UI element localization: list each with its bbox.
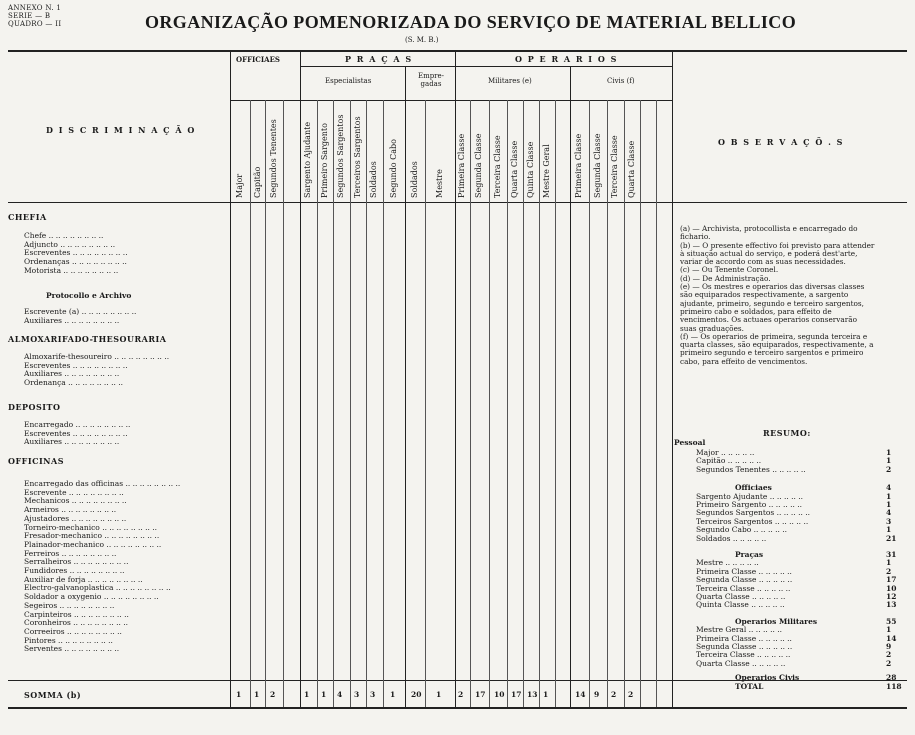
table-row-label: Mechanicos .. .. .. .. .. .. .. .. — [24, 497, 127, 506]
resumo-label: Segundos Tenentes .. .. .. .. .. — [696, 464, 806, 474]
somma-value: 9 — [594, 690, 600, 699]
resumo-label: Quarta Classe .. .. .. .. .. — [696, 592, 786, 601]
table-row-label: Escrevente .. .. .. .. .. .. .. .. — [24, 488, 124, 497]
resumo-label: Praças — [735, 550, 764, 559]
somma-value: 14 — [575, 690, 586, 699]
table-row-label: Plainador-mechanico .. .. .. .. .. .. .. .. — [24, 540, 162, 549]
somma-value: 1 — [543, 690, 549, 699]
subcolumn-header: Capitão — [253, 166, 262, 198]
subcolumn-header: Soldados — [410, 161, 419, 198]
resumo-value: 12 — [886, 592, 897, 601]
subcolumn-divider — [507, 100, 508, 707]
table-row-label: Escreventes .. .. .. .. .. .. .. .. — [24, 361, 128, 370]
subcolumn-divider — [383, 100, 384, 707]
divider-especialistas — [405, 66, 406, 707]
subcolumn-header: Segundo Cabo — [389, 139, 398, 198]
resumo-value: 31 — [886, 550, 897, 559]
subcolumn-header: Primeira Classe — [574, 133, 583, 198]
table-row-label: Chefe .. .. .. .. .. .. .. .. — [24, 232, 104, 240]
subcolumn-header: Segunda Classe — [593, 133, 602, 198]
table-row-label: Serralheiros .. .. .. .. .. .. .. .. — [24, 558, 129, 567]
subcolumn-header: Sargento Ajudante — [303, 121, 312, 198]
table-row-label: Auxiliares .. .. .. .. .. .. .. .. — [24, 370, 120, 379]
subcolumn-divider — [539, 100, 540, 707]
discriminacao-header: D I S C R I M I N A Ç Ã O — [46, 125, 196, 135]
table-row-label: Correeiros .. .. .. .. .. .. .. .. — [24, 627, 122, 636]
table-row-label: Ferreiros .. .. .. .. .. .. .. .. — [24, 549, 117, 558]
deposito-rows — [24, 421, 224, 447]
resumo-value: 28 — [886, 673, 897, 683]
resumo-label: Segundos Sargentos .. .. .. .. .. — [696, 508, 810, 518]
table-row-label: Armeiros .. .. .. .. .. .. .. .. — [24, 506, 117, 515]
resumo-pessoal: Pessoal — [674, 438, 706, 447]
somma-value: 13 — [527, 690, 538, 699]
resumo-value: 1 — [886, 448, 892, 457]
resumo-label: Segunda Classe .. .. .. .. .. — [696, 642, 793, 651]
resumo-label: Primeira Classe .. .. .. .. .. — [696, 566, 792, 576]
resumo-value: 1 — [886, 558, 892, 568]
observacoes-notes — [680, 225, 875, 366]
resumo-label: Quinta Classe .. .. .. .. .. — [696, 600, 785, 610]
subcolumn-divider — [624, 100, 625, 707]
resumo-value: 118 — [886, 681, 902, 691]
divider-discriminacao — [230, 52, 231, 707]
somma-value: 2 — [611, 690, 617, 699]
table-row-label: Serventes .. .. .. .. .. .. .. .. — [24, 645, 120, 654]
header-bottom-rule — [8, 202, 907, 203]
somma-value: 1 — [390, 690, 396, 699]
subcolumn-header: Terceiros Sargentos — [353, 116, 362, 198]
subcolumn-header: Major — [235, 173, 244, 198]
table-row-label: Ordenanças .. .. .. .. .. .. .. .. — [24, 258, 127, 267]
resumo-value: 1 — [886, 491, 892, 501]
table-row-label: Fundidores .. .. .. .. .. .. .. .. — [24, 567, 125, 576]
resumo-label: Segunda Classe .. .. .. .. .. — [696, 575, 793, 585]
operarios-header: O P E R A R I O S — [515, 54, 618, 64]
somma-value: 1 — [436, 690, 442, 699]
table-row-label: Electro-galvanoplastica .. .. .. .. .. .. .. .. — [24, 584, 171, 593]
resumo-label: Sargento Ajudante .. .. .. .. .. — [696, 491, 804, 501]
resumo-label: Quarta Classe .. .. .. .. .. — [696, 658, 786, 668]
pracas-underline — [300, 66, 455, 67]
somma-value: 2 — [458, 690, 464, 699]
subcolumn-divider — [366, 100, 367, 707]
table-row-label: Pintores .. .. .. .. .. .. .. .. — [24, 636, 113, 645]
table-row-label: Ajustadores .. .. .. .. .. .. .. .. — [24, 514, 127, 523]
observacao-note: (f) — Os operarios de primeira, segunda terceira e quarta classes, são equiparados, respectivamente, a primeiro segundo e terceiro sargentos e primeiro cabo, para effeito de vencimentos. — [680, 331, 874, 366]
resumo-value: 1 — [886, 625, 892, 635]
subcolumn-divider — [589, 100, 590, 707]
subcolumn-divider — [333, 100, 334, 707]
subcolumn-divider — [523, 100, 524, 707]
resumo-label: Mestre .. .. .. .. .. — [696, 558, 759, 568]
subcolumn-divider — [350, 100, 351, 707]
resumo-label: Segundo Cabo .. .. .. .. .. — [696, 525, 788, 535]
table-row-label: Almoxarife-thesoureiro .. .. .. .. .. .. .. .. — [24, 353, 170, 361]
officinas-rows — [24, 480, 224, 654]
somma-label: SOMMA (b) — [24, 690, 82, 700]
resumo-value: 2 — [886, 658, 892, 668]
table-row-label: Ordenança .. .. .. .. .. .. .. .. — [24, 379, 123, 388]
page-title: ORGANIZAÇÃO POMENORIZADA DO SERVIÇO DE MATERIAL BELLICO — [145, 12, 797, 32]
subcolumn-header: Quarta Classe — [627, 140, 636, 198]
annex-header — [8, 4, 61, 28]
section-officinas: OFFICINAS — [8, 456, 64, 466]
somma-value: 2 — [628, 690, 634, 699]
bottom-rule — [8, 707, 907, 709]
resumo-value: 13 — [886, 600, 897, 610]
protocollo-rows — [24, 308, 224, 325]
empregadas-header: Empre-gadas — [417, 72, 445, 88]
resumo-value: 1 — [886, 525, 892, 535]
chefia-rows — [24, 232, 224, 276]
table-row-label: Auxiliares .. .. .. .. .. .. .. .. — [24, 316, 120, 325]
table-row-label: Auxiliares .. .. .. .. .. .. .. .. — [24, 438, 120, 447]
resumo-value: 55 — [886, 616, 897, 626]
divider-pracas — [455, 52, 456, 707]
resumo-label: Capitão .. .. .. .. .. — [696, 456, 762, 466]
page-subtitle: (S. M. B.) — [405, 36, 439, 44]
table-row-label: Coronheiros .. .. .. .. .. .. .. .. — [24, 619, 129, 628]
observacao-note: (a) — Archivista, protocollista e encarregado do fichario. — [680, 224, 858, 242]
resumo-label: Terceira Classe .. .. .. .. .. — [696, 650, 791, 660]
subcolumn-divider — [470, 100, 471, 707]
resumo-value: 4 — [886, 508, 892, 518]
observacao-note: (b) — O presente effectivo foi previsto para attender à situação actual do serviço, e poderá dest'arte, variar de accordo com as suas necessidades. — [680, 240, 875, 267]
resumo-label: Operarios Militares — [735, 616, 818, 626]
somma-value: 2 — [270, 690, 276, 699]
resumo-label: Mestre Geral .. .. .. .. .. — [696, 625, 783, 635]
resumo-value: 4 — [886, 483, 892, 493]
table-row-label: Carpinteiros .. .. .. .. .. .. .. .. — [24, 610, 129, 619]
section-almoxarifado: ALMOXARIFADO-THESOURARIA — [8, 334, 167, 344]
subcolumn-header: Quinta Classe — [526, 141, 535, 198]
table-row-label: Encarregado das officinas .. .. .. .. .. .. .. .. — [24, 480, 181, 488]
subcolumn-divider — [283, 100, 284, 707]
subcolumn-header: Segunda Classe — [474, 133, 483, 198]
table-row-label: Torneiro-mechanico .. .. .. .. .. .. .. .. — [24, 523, 158, 532]
resumo-label: Primeiro Sargento .. .. .. .. .. — [696, 500, 803, 509]
subheader-rule — [230, 100, 672, 101]
resumo-label: Soldados .. .. .. .. .. — [696, 533, 767, 543]
somma-value: 1 — [236, 690, 242, 699]
resumo-value: 9 — [886, 642, 892, 651]
resumo-value: 1 — [886, 456, 892, 466]
somma-value: 17 — [475, 690, 486, 699]
divider-militares — [570, 66, 571, 707]
subcolumn-divider — [607, 100, 608, 707]
resumo-label: Primeira Classe .. .. .. .. .. — [696, 633, 792, 643]
resumo-value: 2 — [886, 650, 892, 660]
resumo-label: Terceiros Sargentos .. .. .. .. .. — [696, 516, 809, 526]
section-deposito: DEPOSITO — [8, 402, 61, 412]
observacao-note: (e) — Os mestres e operarios das diversas classes são equiparados respectivamente, a sargento ajudante, primeiro, segundo e terceiro sargentos, primeiro cabo e soldados, para effeito de vencimentos. Os actuaes operarios conservarão suas graduações. — [680, 282, 865, 333]
officiaes-header: OFFICIAES — [236, 55, 280, 64]
annex-table: QUADRO — II — [8, 20, 62, 28]
somma-value: 1 — [304, 690, 310, 699]
operarios-underline — [455, 66, 672, 67]
subcolumn-divider — [250, 100, 251, 707]
somma-value: 20 — [411, 690, 422, 699]
resumo-label: Terceira Classe .. .. .. .. .. — [696, 583, 791, 593]
table-row-label: Soldador a oxygenio .. .. .. .. .. .. .. .. — [24, 593, 159, 602]
table-row-label: Encarregado .. .. .. .. .. .. .. .. — [24, 421, 131, 429]
section-protocollo: Protocollo e Archivo — [46, 291, 132, 300]
somma-value: 1 — [254, 690, 260, 699]
table-row-label: Escreventes .. .. .. .. .. .. .. .. — [24, 429, 128, 438]
observacao-note: (d) — De Administração. — [680, 273, 771, 283]
subcolumn-divider — [555, 100, 556, 707]
somma-value: 3 — [354, 690, 360, 699]
subcolumn-header: Terceira Classe — [610, 135, 619, 198]
pracas-header: P R A Ç A S — [345, 54, 413, 64]
resumo-value: 10 — [886, 583, 897, 593]
table-row-label: Auxiliar de forja .. .. .. .. .. .. .. .. — [24, 575, 143, 584]
table-row-label: Adjuncto .. .. .. .. .. .. .. .. — [24, 240, 116, 249]
table-row-label: Escrevente (a) .. .. .. .. .. .. .. .. — [24, 308, 137, 316]
section-chefia: CHEFIA — [8, 212, 47, 222]
resumo-label: Operarios Civis — [735, 673, 800, 683]
resumo-value: 17 — [886, 575, 897, 585]
table-row-label: Escreventes .. .. .. .. .. .. .. .. — [24, 249, 128, 258]
subcolumn-divider — [640, 100, 641, 707]
resumo-label: TOTAL — [735, 681, 764, 691]
table-row-label: Fresador-mechanico .. .. .. .. .. .. .. .. — [24, 532, 160, 541]
somma-value: 1 — [321, 690, 327, 699]
observacao-note: (c) — Ou Tenente Coronel. — [680, 265, 779, 275]
subcolumn-header: Quarta Classe — [510, 140, 519, 198]
divider-operarios — [672, 52, 673, 707]
militares-header: Militares (e) — [488, 77, 532, 85]
resumo-value: 2 — [886, 566, 892, 576]
subcolumn-header: Primeiro Sargento — [320, 123, 329, 198]
subcolumn-divider — [489, 100, 490, 707]
almoxarifado-rows — [24, 353, 224, 388]
resumo-value: 2 — [886, 464, 892, 474]
observacoes-header: O B S E R V A Ç Õ . S — [718, 137, 844, 147]
somma-value: 4 — [337, 690, 343, 699]
subcolumn-divider — [317, 100, 318, 707]
subcolumn-header: Soldados — [369, 161, 378, 198]
resumo-title: RESUMO: — [763, 428, 811, 438]
resumo-value: 1 — [886, 500, 892, 509]
top-rule — [8, 50, 907, 52]
somma-value: 17 — [511, 690, 522, 699]
somma-value: 3 — [370, 690, 376, 699]
especialistas-header: Especialistas — [325, 77, 372, 85]
annex-series: SERIE — B — [8, 12, 51, 20]
resumo-label: Officiaes — [735, 483, 772, 493]
subcolumn-header: Segundos Tenentes — [269, 119, 278, 198]
subcolumn-header: Mestre — [435, 169, 444, 198]
subcolumn-divider — [656, 100, 657, 707]
subcolumn-divider — [265, 100, 266, 707]
resumo-value: 21 — [886, 533, 897, 543]
resumo-value: 14 — [886, 633, 897, 643]
subcolumn-divider — [425, 100, 426, 707]
civis-header: Civis (f) — [607, 77, 635, 85]
table-row-label: Motorista .. .. .. .. .. .. .. .. — [24, 266, 119, 275]
resumo-value: 3 — [886, 516, 892, 526]
table-row-label: Segeiros .. .. .. .. .. .. .. .. — [24, 601, 115, 610]
resumo-label: Major .. .. .. .. .. — [696, 448, 755, 457]
subcolumn-header: Segundos Sargentos — [336, 114, 345, 198]
divider-officiaes — [300, 52, 301, 707]
subcolumn-header: Primeira Classe — [457, 133, 466, 198]
subcolumn-header: Terceira Classe — [493, 135, 502, 198]
subcolumn-header: Mestre Geral — [542, 144, 551, 198]
somma-value: 10 — [494, 690, 505, 699]
annex-number: ANNEXO N. 1 — [8, 4, 62, 12]
